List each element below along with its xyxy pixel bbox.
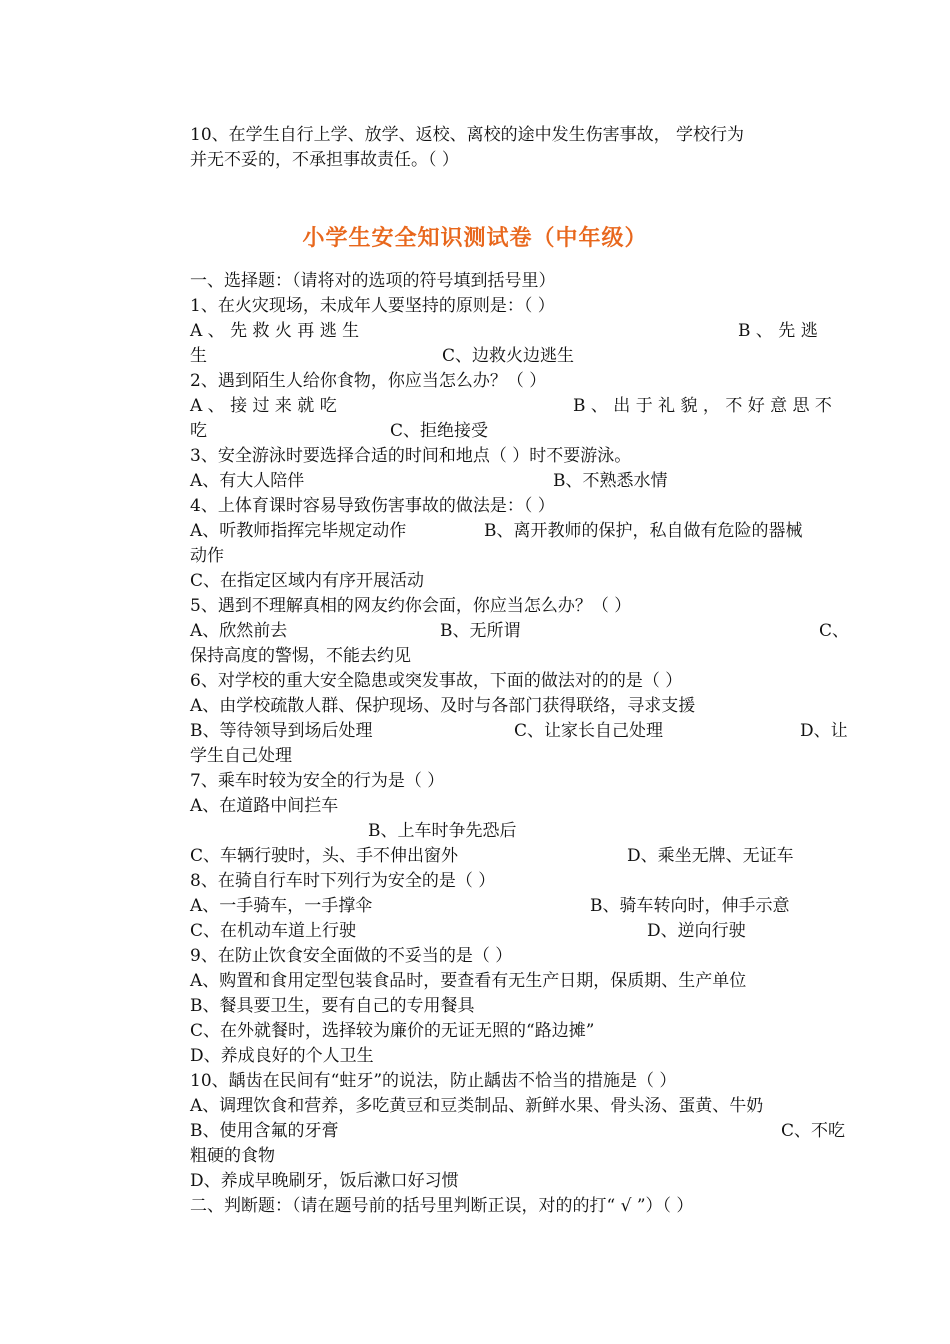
- q6-option-a: A、由学校疏散人群、保护现场、及时与各部门获得联络，寻求支援: [190, 696, 696, 716]
- q7-option-b: B、上车时争先恐后: [368, 821, 517, 841]
- question-9-stem: 9、在防止饮食安全面做的不妥当的是（ ）: [190, 946, 513, 966]
- question-7-stem: 7、乘车时较为安全的行为是（ ）: [190, 771, 445, 791]
- q7-option-d: D、乘坐无牌、无证车: [627, 846, 794, 866]
- q10-option-c-part1: C、不吃: [781, 1121, 846, 1141]
- q9-option-d: D、养成良好的个人卫生: [190, 1046, 374, 1066]
- q6-option-d-part1: D、让: [800, 721, 848, 741]
- q4-option-b-part2: 动作: [190, 546, 224, 566]
- q4-option-a: A、听教师指挥完毕规定动作: [190, 521, 407, 541]
- q1-option-b-part1: B 、 先 逃: [738, 321, 818, 341]
- question-4-stem: 4、上体育课时容易导致伤害事故的做法是：（ ）: [190, 496, 555, 516]
- q10-option-c-part2: 粗硬的食物: [190, 1146, 275, 1166]
- q6-option-b: B、等待领导到场后处理: [190, 721, 373, 741]
- q3-option-a: A、有大人陪伴: [190, 471, 305, 491]
- question-6-stem: 6、对学校的重大安全隐患或突发事故，下面的做法对的的是（ ）: [190, 671, 683, 691]
- q6-option-c: C、让家长自己处理: [514, 721, 664, 741]
- q1-option-c: C、边救火边逃生: [442, 346, 575, 366]
- q10-option-d: D、养成早晚刷牙，饭后漱口好习惯: [190, 1171, 459, 1191]
- question-5-stem: 5、遇到不理解真相的网友约你会面，你应当怎么办？（ ）: [190, 596, 632, 616]
- q9-option-c: C、在外就餐时，选择较为廉价的无证无照的“路边摊”: [190, 1021, 595, 1041]
- question-2-stem: 2、遇到陌生人给你食物，你应当怎么办？（ ）: [190, 371, 547, 391]
- q1-option-a: A 、 先 救 火 再 逃 生: [190, 321, 360, 341]
- q5-option-b: B、无所谓: [440, 621, 521, 641]
- q7-option-c: C、车辆行驶时，头、手不伸出窗外: [190, 846, 459, 866]
- q5-option-a: A、欣然前去: [190, 621, 288, 641]
- q8-option-c: C、在机动车道上行驶: [190, 921, 357, 941]
- q10-option-a: A、调理饮食和营养，多吃黄豆和豆类制品、新鲜水果、骨头汤、蛋黄、牛奶: [190, 1096, 764, 1116]
- q2-option-c: C、拒绝接受: [390, 421, 489, 441]
- q2-option-b-part2: 吃: [190, 421, 207, 441]
- q2-option-a: A 、 接 过 来 就 吃: [190, 396, 337, 416]
- q1-option-b-part2: 生: [190, 346, 207, 366]
- question-10-stem: 10、龋齿在民间有“蛀牙”的说法，防止龋齿不恰当的措施是（ ）: [190, 1071, 677, 1091]
- section-1-heading: 一、选择题：（请将对的选项的符号填到括号里）: [190, 271, 556, 291]
- q8-option-d: D、逆向行驶: [647, 921, 746, 941]
- prev-question-10-line1: 10、在学生自行上学、放学、返校、离校的途中发生伤害事故， 学校行为: [190, 125, 745, 145]
- q4-option-b-part1: B、离开教师的保护，私自做有危险的器械: [484, 521, 803, 541]
- q10-option-b: B、使用含氟的牙膏: [190, 1121, 339, 1141]
- q2-option-b-part1: B 、 出 于 礼 貌 ， 不 好 意 思 不: [573, 396, 832, 416]
- question-3-stem: 3、安全游泳时要选择合适的时间和地点（ ）时不要游泳。: [190, 446, 632, 466]
- prev-question-10-line2: 并无不妥的，不承担事故责任。（ ）: [190, 150, 459, 170]
- q4-option-c: C、在指定区域内有序开展活动: [190, 571, 425, 591]
- q8-option-b: B、骑车转向时，伸手示意: [590, 896, 790, 916]
- q5-option-c-part2: 保持高度的警惕，不能去约见: [190, 646, 411, 666]
- q8-option-a: A、一手骑车，一手撑伞: [190, 896, 373, 916]
- q7-option-a: A、在道路中间拦车: [190, 796, 339, 816]
- q5-option-c-part1: C、: [819, 621, 850, 641]
- page-title: 小学生安全知识测试卷（中年级）: [302, 225, 648, 251]
- question-1-stem: 1、在火灾现场，未成年人要坚持的原则是：（ ）: [190, 296, 555, 316]
- q9-option-b: B、餐具要卫生，要有自己的专用餐具: [190, 996, 475, 1016]
- section-2-heading: 二、判断题：（请在题号前的括号里判断正误，对的的打“ √ ”）（ ）: [190, 1196, 694, 1216]
- q3-option-b: B、不熟悉水情: [553, 471, 668, 491]
- question-8-stem: 8、在骑自行车时下列行为安全的是（ ）: [190, 871, 496, 891]
- q9-option-a: A、购置和食用定型包装食品时，要查看有无生产日期，保质期、生产单位: [190, 971, 747, 991]
- q6-option-d-part2: 学生自己处理: [190, 746, 292, 766]
